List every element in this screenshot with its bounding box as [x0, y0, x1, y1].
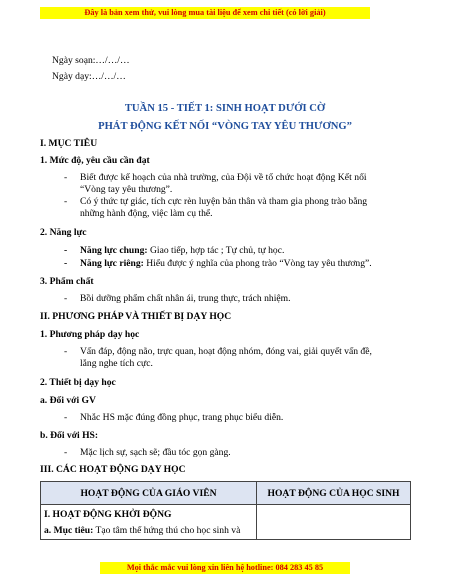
hotline-banner: Mọi thắc mắc vui lòng xin liên hệ hotline: 084 283 45 85 [100, 562, 350, 574]
date-prepared: Ngày soạn:…/…/… [52, 55, 130, 66]
subsection-qualities-heading: 3. Phẩm chất [40, 276, 94, 287]
section-methods-heading: II. PHƯƠNG PHÁP VÀ THIẾT BỊ DẠY HỌC [40, 311, 232, 322]
student-equipment-text: Mặc lịch sự, sạch sẽ; đầu tóc gọn gàng. [80, 447, 231, 458]
requirement-2-line2: những hành động, việc làm cụ thể. [80, 208, 213, 219]
requirement-1-line2: “Vòng tay yêu thương”. [80, 184, 173, 195]
methods-line2: lắng nghe tích cực. [80, 358, 153, 369]
section-activities-heading: III. CÁC HOẠT ĐỘNG DẠY HỌC [40, 464, 186, 475]
bullet-dash: - [64, 346, 68, 357]
student-equipment-heading: b. Đối với HS: [40, 430, 99, 441]
qualities-text: Bồi dưỡng phẩm chất nhân ái, trung thực, trách nhiệm. [80, 293, 291, 304]
methods-line1: Vấn đáp, động não, trực quan, hoạt động nhóm, đóng vai, giải quyết vấn đề, [80, 346, 372, 357]
preview-notice-banner: Đây là bản xem thử, vui lòng mua tài liệu để xem chi tiết (có lời giải) [40, 7, 370, 19]
activity-warmup-goal: a. Mục tiêu: Tạo tâm thế hứng thú cho học sinh và [44, 525, 241, 536]
subsection-competency-heading: 2. Năng lực [40, 227, 87, 238]
requirement-1-line1: Biết được kế hoạch của nhà trường, của Đội về tổ chức hoạt động Kết nối [80, 172, 367, 183]
activity-warmup-title: I. HOẠT ĐỘNG KHỞI ĐỘNG [44, 509, 172, 520]
bullet-dash: - [64, 293, 68, 304]
subsection-requirements-heading: 1. Mức độ, yêu cầu cần đạt [40, 155, 150, 166]
lesson-title: TUẦN 15 - TIẾT 1: SINH HOẠT DƯỚI CỜ [124, 103, 326, 114]
student-activity-cell [257, 505, 411, 540]
subsection-equipment-heading: 2. Thiết bị dạy học [40, 377, 116, 388]
bullet-dash: - [64, 172, 68, 183]
section-objectives-heading: I. MỤC TIÊU [40, 138, 98, 149]
bullet-dash: - [64, 196, 68, 207]
teacher-column-header: HOẠT ĐỘNG CỦA GIÁO VIÊN [41, 482, 257, 505]
lesson-subtitle: PHÁT ĐỘNG KẾT NỐI “VÒNG TAY YÊU THƯƠNG” [98, 121, 352, 132]
activities-table [40, 481, 411, 540]
student-column-header: HOẠT ĐỘNG CỦA HỌC SINH [257, 482, 411, 505]
bullet-dash: - [64, 447, 68, 458]
bullet-dash: - [64, 412, 68, 423]
teacher-equipment-heading: a. Đối với GV [40, 395, 96, 406]
bullet-dash: - [64, 245, 68, 256]
date-taught: Ngày dạy:…/…/… [52, 71, 126, 82]
teacher-equipment-text: Nhắc HS mặc đúng đồng phục, trang phục biểu diễn. [80, 412, 284, 423]
subsection-methods-heading: 1. Phương pháp dạy học [40, 329, 140, 340]
teacher-activity-cell [41, 505, 257, 540]
bullet-dash: - [64, 258, 68, 269]
competency-general: Năng lực chung: Giao tiếp, hợp tác ; Tự chủ, tự học. [80, 245, 285, 256]
competency-specific: Năng lực riêng: Hiểu được ý nghĩa của phong trào “Vòng tay yêu thương”. [80, 258, 372, 269]
requirement-2-line1: Có ý thức tự giác, tích cực rèn luyện bản thân và tham gia phong trào bằng [80, 196, 368, 207]
